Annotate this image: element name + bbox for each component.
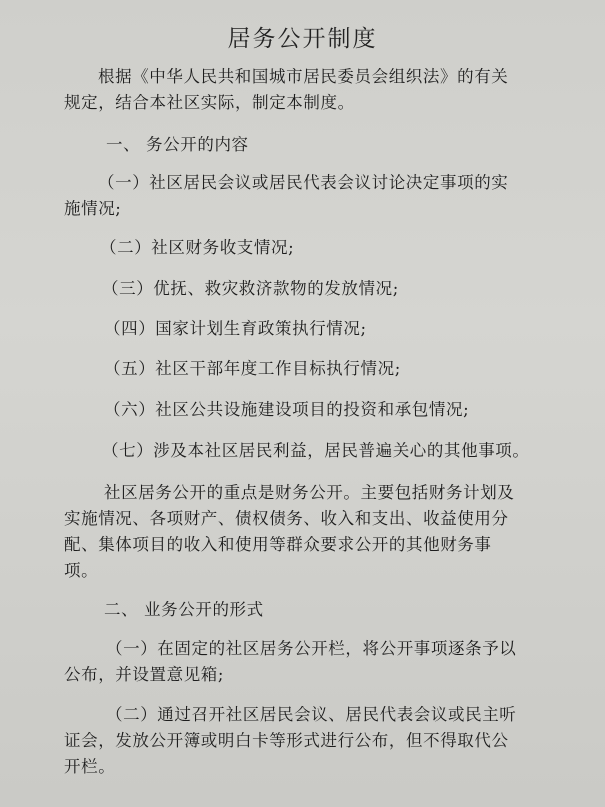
list-item-1-line-2: 施情况; xyxy=(64,199,122,218)
form-item-2-line-3: 开栏。 xyxy=(64,757,116,776)
list-item-5: （五）社区干部年度工作目标执行情况; xyxy=(104,359,401,378)
paragraph-finance-line-2: 实施情况、各项财产、债权债务、收入和支出、收益使用分 xyxy=(64,509,509,528)
list-item-1-line-1: （一）社区居民会议或居民代表会议讨论决定事项的实 xyxy=(98,173,509,192)
section-heading-content: 一、 务公开的内容 xyxy=(106,135,249,154)
form-item-1-line-1: （一）在固定的社区居务公开栏，将公开事项逐条予以 xyxy=(106,639,517,658)
paragraph-intro-line-1: 根据《中华人民共和国城市居民委员会组织法》的有关 xyxy=(98,67,509,86)
paragraph-finance-line-1: 社区居务公开的重点是财务公开。主要包括财务计划及 xyxy=(104,483,515,502)
list-item-4: （四）国家计划生育政策执行情况; xyxy=(104,319,367,338)
list-item-3: （三）优抚、救灾救济款物的发放情况; xyxy=(102,279,399,298)
paragraph-finance-line-4: 项。 xyxy=(64,561,99,580)
list-item-2: （二）社区财务收支情况; xyxy=(100,238,295,257)
form-item-1-line-2: 公布，并设置意见箱; xyxy=(64,665,225,684)
list-item-6: （六）社区公共设施建设项目的投资和承包情况; xyxy=(104,400,470,419)
document-title: 居务公开制度 xyxy=(227,26,378,52)
section-heading-form: 二、 业务公开的形式 xyxy=(104,600,264,619)
paragraph-intro-line-2: 规定，结合本社区实际，制定本制度。 xyxy=(64,93,355,112)
form-item-2-line-1: （二）通过召开社区居民会议、居民代表会议或民主听 xyxy=(106,705,517,724)
form-item-2-line-2: 证会，发放公开簿或明白卡等形式进行公布，但不得取代公 xyxy=(64,731,509,750)
paragraph-finance-line-3: 配、集体项目的收入和使用等群众要求公开的其他财务事 xyxy=(64,535,492,554)
list-item-7: （七）涉及本社区居民利益，居民普遍关心的其他事项。 xyxy=(102,441,530,460)
